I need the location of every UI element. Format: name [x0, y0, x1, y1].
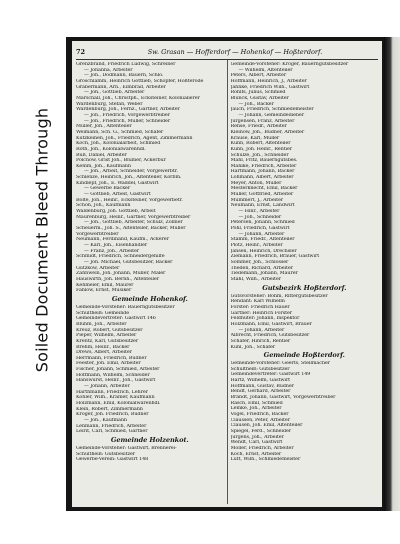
- entry-line: Gemeinde-Vorsteher: Gastwirt, Brennerei-: [76, 446, 177, 451]
- entry-line: Köhler, Wilh., Krämer, Kaufmann: [76, 395, 155, 401]
- entry-line: Jahnke, Friedrich Wilh., Gastwirt: [230, 84, 310, 90]
- entry-line: Lütt, Wilh., Schmiedemeister: [230, 457, 301, 463]
- entry-line: Fischer, Johann, Schmied, Arbeiter: [76, 367, 160, 373]
- entry-line: Lemke, Joh., Arbeiter: [230, 406, 282, 412]
- section-heading: Gutsbezirk Hoßterdorf.: [262, 283, 347, 292]
- entry-line: Fahlow, Ernst, Musiker: [76, 288, 132, 294]
- entry-line: Sommer, Joh., Schlosser: [230, 259, 289, 265]
- page-number: 72: [76, 48, 86, 56]
- entry-line: Kindlepf, Joh., E. Waddel, Gastwirt: [76, 180, 159, 186]
- entry-line: Gemeindevertreter: Gastwirt 149: [230, 372, 311, 378]
- entry-line: Kühn, Joh. Heinr., Rentier: [230, 146, 292, 152]
- entry-line: Lohmann, Albert, Arbeiter: [230, 175, 294, 181]
- entry-line: Kühn, Robert, Altenteiler: [230, 141, 291, 147]
- entry-line: — Johann, Arbeiter: [84, 384, 130, 390]
- entry-line: Holzmann, Emil, Kolonialwarenhdl.: [76, 401, 161, 407]
- entry-line: Wardenburg, Stefan, Weber: [76, 101, 143, 107]
- entry-line: Gewerbe-Verein: Gastwirt 148: [76, 457, 149, 463]
- entry-line: Hartz, Wilhelm, Gastwirt: [230, 378, 291, 384]
- entry-line: Grabermann, Arn., Eimbrad, Arbeiter: [76, 84, 166, 90]
- entry-line: — Hinr., Arbeiter: [238, 209, 280, 215]
- entry-line: Gutzkow, Arbeiter: [76, 265, 120, 271]
- page-header: [76, 45, 378, 60]
- entry-line: Herrmann, Friedrich, Büdner: [76, 355, 147, 361]
- entry-line: Albrecht, Friedrich, Gutsbesitzer: [230, 333, 310, 339]
- entry-line: — Wilhelm, Altenteiler: [238, 67, 293, 73]
- entry-line: Gemeinde-Vorsteher: Kröger, Bauerngutsbesitzer: [230, 62, 349, 67]
- entry-line: Bolte, Joh., Heinr., Ecksteiner, Vorgewerbetr.: [76, 197, 183, 203]
- entry-line: Hoffmann, Wilhelm, Schneider: [76, 372, 150, 378]
- section-heading: Gemeinde Hoßterdorf.: [263, 351, 345, 360]
- entry-line: Pieper, Wilhelm, Arbeiter: [76, 333, 137, 339]
- entry-line: Jauch, Friedrich, Schmiedemeister: [230, 107, 314, 113]
- entry-line: Müller, Gottfried, Arbeiter: [230, 192, 294, 198]
- entry-line: Theden, Richard, Arbeiter: [230, 265, 293, 271]
- entry-line: Kehmeier, Emil, Maurer: [76, 282, 134, 288]
- entry-line: Kröger, Joh. Friedrich, Büdner: [76, 412, 149, 418]
- entry-line: Plötz, Heinr., Arbeiter: [230, 243, 283, 248]
- entry-line: Gemeinde-Vorsteher: Bauerngutsbesitzer: [76, 304, 175, 310]
- entry-line: Gutsvorsteher: Böhm, Rittergutsbesitzer: [230, 293, 328, 299]
- entry-line: — Joh., Friedrich, Müller, Schneider: [84, 118, 171, 124]
- entry-line: Kleinow, Joh., Büdner, Arbeiter: [230, 129, 305, 135]
- entry-line: Rehse, Friedr., Arbeiter: [230, 124, 287, 130]
- entry-line: Hanswurst, Heinr., Joh., Gastwirt: [76, 378, 156, 384]
- next-page-edge: [384, 37, 400, 511]
- entry-line: Marschall, Joh., Chrsstph., Ecksteiner, Kolonialierer: [76, 95, 200, 101]
- entry-line: Weimann, Sch. G., Schmied, Schäfer: [76, 129, 164, 135]
- entry-line: Schultheiß: Gutsbesitzer: [76, 451, 136, 457]
- entry-line: Schmidt, Friedrich, Schneidergehilfe: [76, 254, 165, 260]
- entry-line: Schultheiß: Gutsbesitzer: [230, 366, 290, 372]
- right-column: [227, 60, 379, 504]
- section-heading: Gemeinde Hohenkof.: [111, 294, 188, 303]
- left-column: [76, 60, 227, 504]
- entry-line: Buß, Daniel, Arbeiter: [76, 152, 127, 158]
- entry-line: — Joh., Arbeit, Schneider, Vorgewerbtr.: [84, 169, 178, 175]
- entry-line: Groschlamm, Heinrich Gottlieb, Schöpfer, Hoßterode: [76, 78, 204, 84]
- entry-line: Stamm, Friedr., Altenteiler: [230, 237, 295, 243]
- scanned-page-frame: [66, 37, 400, 511]
- entry-line: Wardenburg, Joh., Fernz., Gärtner, Arbeiter: [76, 107, 180, 113]
- entry-line: Kutzkeinen, Joh., Friedrich, Agent, Zimmermann: [76, 135, 193, 141]
- entry-line: Neumann, Ferdinand, Kaufm., Ackerer: [76, 237, 169, 243]
- entry-line: Rohlfs, Julius, Schmied: [230, 90, 286, 96]
- entry-line: — Johann, Arbeiter: [238, 231, 285, 237]
- entry-line: — Karl, Joh., Eisenhändler: [84, 243, 147, 248]
- entry-line: Blunck, Gustav, Arbeiter: [230, 95, 289, 101]
- text-columns: [76, 60, 378, 504]
- section-heading: Gemeinde Holzenkot.: [110, 436, 189, 444]
- entry-line: Hoffmann, Heinrich, J., Arbeiter: [230, 78, 307, 84]
- entry-line: — Joh., Friedrich, Vorgewerbtreiber: [84, 112, 170, 118]
- entry-line: Neumann, Ernst, Landwirt: [230, 203, 295, 209]
- entry-line: Mähl, Fritz, Bauerngutsbes.: [230, 158, 298, 164]
- entry-line: Kreuz, Robert, Gutsbesitzer: [76, 327, 143, 333]
- entry-line: — Joh. Michael, Gutsbesitzer, Bäcker: [84, 259, 173, 265]
- entry-line: Ziemann, Friedrich, Brauer, Gastwirt: [230, 254, 320, 260]
- entry-line: — Johanna, Arbeiter: [84, 67, 133, 73]
- entry-line: Pohl, Friedrich, Gastwirt: [230, 226, 290, 232]
- side-label-text: Soiled Document Bleed Through: [32, 107, 52, 373]
- entry-line: Holzmann, Emil, Gastwirt, Brauer: [230, 321, 312, 327]
- entry-line: Schulze, Joh., Schneider: [230, 152, 289, 158]
- entry-line: Mesterknecht, Emil, Bäcker: [230, 186, 298, 192]
- entry-line: Rendant: Karl Wilhelm: [230, 299, 285, 305]
- entry-line: Jansen, Heinrich, Drechsler: [230, 248, 297, 254]
- page-title: Sw. Grasan — Hofferdorf — Hohenkof — Hoßterdorf.: [147, 48, 323, 56]
- entry-line: Klein, Robert, Zimmermann: [76, 406, 143, 412]
- entry-line: Clausen, Joh. Emil, Altenteiler: [230, 423, 303, 429]
- entry-line: — Joh., Schneider: [238, 214, 282, 220]
- entry-line: Waldenburg, Joh. Gottlieb, Arbeit: [76, 209, 156, 215]
- entry-line: — Johann, Gemeindediener: [238, 112, 304, 118]
- entry-line: — Franz, Joh., Arbeiter: [84, 248, 140, 254]
- entry-line: Petersen, Johann, Schmied: [230, 220, 295, 226]
- entry-line: Gemeinde-Vorsteher: Geerts, Stellmacher: [230, 361, 330, 367]
- entry-line: Feester, Joh. Emil, Arbeiter: [76, 361, 141, 367]
- entry-line: Schlenze, Heinrich, Joh., Altenteiler, Korbm.: [76, 175, 182, 181]
- entry-line: Krause, Karl, Müller: [230, 135, 280, 141]
- entry-line: Stahl, Wilh., Arbeiter: [230, 276, 281, 282]
- entry-line: — Joh., Bäcker: [238, 101, 274, 107]
- entry-line: Peters, Albert, Arbeiter: [230, 73, 287, 79]
- entry-line: Feldhüter: Johann, Inspektor: [230, 316, 300, 322]
- entry-line: Vorgewerbtreiber: [76, 231, 119, 237]
- entry-line: Mahlke, Friedrich, Arbeiter: [230, 163, 297, 169]
- entry-line: Koch, Ernst, Arbeiter: [230, 451, 282, 457]
- entry-line: Meyer, Anton, Müller: [230, 180, 282, 186]
- entry-line: Jürgensen, Franz, Arbeiter: [230, 118, 295, 124]
- entry-line: Polchow, Grist Joh., Blumer, Ackerbür: [76, 158, 166, 164]
- entry-line: Hoffmann, Gustav, Büdner: [230, 383, 294, 389]
- document-page: [72, 41, 382, 507]
- entry-line: Schultheiß: Gemeinde: [76, 310, 130, 316]
- entry-line: Roth, Joh., Kolonialwarenhdl.: [76, 146, 146, 152]
- side-label: [12, 90, 72, 390]
- entry-line: Hartmann, Johann, Bäcker: [230, 169, 295, 175]
- entry-line: — Gottlieb, Arbeit, Gastwirt: [84, 192, 151, 198]
- entry-line: Mummert, J., Arbeiter: [230, 197, 284, 203]
- entry-line: Schön, Joh., Kaufmann: [76, 203, 131, 209]
- entry-line: Brehm, Heinr., Bäcker: [76, 344, 130, 350]
- entry-line: Scheuerm., Joh. S., Altenteiler, Bäcker, Müller: [76, 226, 186, 232]
- entry-line: Vogel, Friedrich, Bäcker: [230, 412, 289, 418]
- entry-line: Koch, Joh., Kolonialarbeit, Schmied: [76, 141, 161, 147]
- entry-line: Wendt, Carl, Gastwirt: [230, 440, 283, 446]
- entry-line: — Joh., Gottlieb, Arbeiter: [84, 90, 145, 96]
- entry-line: Zahnwein, Joh. Johann, Müller, Maler: [76, 271, 166, 277]
- entry-line: Maurenburg, Heinr., Gärtner, Vorgewerbtreiber: [76, 214, 191, 220]
- entry-line: — Joh., Dodmann, Bauern, Schlo.: [84, 73, 164, 79]
- entry-line: Harthmann, Friedrich, Lehrer: [76, 389, 148, 395]
- entry-line: Brandt, Johann, Gastwirt, Vorgewerbtreiber: [230, 395, 336, 401]
- entry-line: Rasch, Emil, Schmied: [230, 400, 283, 406]
- entry-line: Leirit, Carl, Schmied, Gärtner: [76, 429, 148, 435]
- entry-line: — Joh., Gottlieb, Arbeiter, Schulz, Zöllner: [84, 220, 183, 226]
- entry-line: Schäfer, Hinrich, Rentier: [230, 338, 291, 344]
- entry-line: — Joh., Kaufmann: [84, 418, 127, 424]
- entry-line: Kühl, Joh., Schäfer: [230, 344, 276, 350]
- entry-line: — Johann, Arbeiter: [238, 327, 285, 333]
- entry-line: Förster: Friedrich Hauer: [230, 304, 290, 310]
- entry-line: Lehmann, Friedrich, Arbeiter: [76, 423, 147, 429]
- entry-line: Spiegel, Ferd., Schneider: [230, 429, 292, 435]
- entry-line: Müller, Joh., Altenteiler: [76, 124, 132, 130]
- entry-line: Bluhm, Joh., Arbeiter: [76, 321, 127, 327]
- entry-line: Claussen, Peter, Arbeiter: [230, 417, 290, 423]
- entry-line: Bendt, Gerhard, Arbeiter: [230, 389, 291, 395]
- entry-line: Kemm, Joh., Kaufmann: [76, 163, 131, 169]
- entry-line: Drews, Albert, Arbeiter: [76, 350, 132, 356]
- entry-line: Grenzbrand, Friedrich Ludwig, Schreiner: [76, 62, 176, 67]
- entry-line: Gemeindevertreter: Gastwirt 146: [76, 316, 156, 322]
- entry-line: Krentz, Karl, Gutsbesitzer: [76, 338, 139, 344]
- entry-line: — Gewerbe Bäcker: [84, 186, 131, 192]
- entry-line: Möller, Friedrich, Arbeiter: [230, 446, 294, 451]
- entry-line: Tiedemann, Johann, Maurer: [230, 271, 298, 277]
- entry-line: Gärtner: Heinrich Förster: [230, 310, 293, 316]
- entry-line: Jürgens, Joh., Arbeiter: [230, 434, 284, 440]
- entry-line: Hauswirth, Joh. Bernh., Altenteiler: [76, 276, 159, 282]
